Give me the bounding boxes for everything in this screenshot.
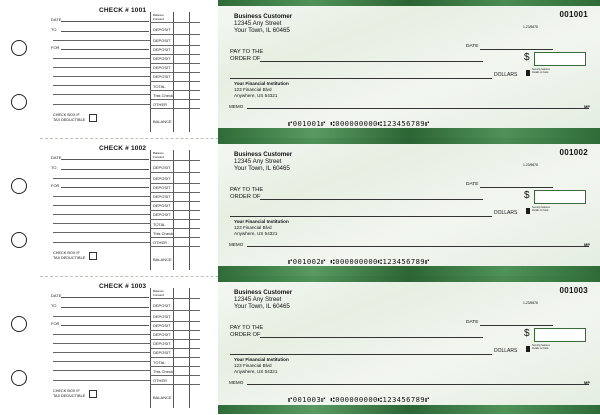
stub-deposit-label: DEPOSIT — [153, 38, 171, 43]
tax-deductible-checkbox[interactable] — [89, 252, 97, 260]
stub-to-line[interactable] — [61, 31, 149, 32]
routing-fraction: 1-23/5678 — [523, 163, 538, 167]
stub-for-line-2[interactable] — [53, 196, 150, 197]
stub-divider — [150, 219, 200, 220]
dollars-label: DOLLARS — [494, 72, 518, 78]
stub-divider — [150, 357, 200, 358]
date-label: DATE — [466, 44, 479, 49]
stub-row[interactable] — [53, 352, 150, 353]
memo-label: MEMO — [229, 104, 244, 109]
stub-balance-forward-label: Balance Forward — [153, 289, 165, 297]
stub-this-check-label: This Check — [153, 231, 174, 236]
memo-field[interactable] — [247, 246, 589, 247]
stub-divider — [150, 384, 200, 385]
date-label: DATE — [466, 320, 479, 325]
stub-date-line[interactable] — [61, 159, 149, 160]
stub-deposit-label: DEPOSIT — [153, 303, 171, 308]
check-bottom-band — [218, 128, 600, 138]
stub-row[interactable] — [53, 76, 150, 77]
bank-city: Anywhere, US 54321 — [234, 231, 278, 236]
stub-this-check-label: This Check — [153, 369, 174, 374]
stub-row[interactable] — [53, 214, 150, 215]
stub-divider — [150, 45, 200, 46]
stub-for-label: FOR — [51, 321, 60, 326]
check-bottom-band — [218, 405, 600, 414]
business-city: Your Town, IL 60465 — [234, 303, 290, 310]
stub-divider — [150, 192, 200, 193]
stub-to-label: TO — [51, 165, 57, 170]
binder-hole-icon — [11, 232, 27, 248]
stub-divider — [150, 160, 200, 161]
stub-to-label: TO — [51, 27, 57, 32]
micr-line: ⑈001001⑈ ⑆000000000⑆123456789⑈ — [288, 119, 430, 128]
stub-divider — [150, 22, 200, 23]
routing-fraction: 1-23/5678 — [523, 301, 538, 305]
date-field[interactable] — [480, 325, 553, 326]
pay-to-label: PAY TO THE ORDER OF — [230, 49, 264, 62]
amount-field[interactable] — [534, 190, 586, 204]
memo-label: MEMO — [229, 380, 244, 385]
stub-divider — [150, 228, 200, 229]
stub-row[interactable] — [53, 370, 150, 371]
stub-row[interactable] — [53, 67, 150, 68]
stub-to-line[interactable] — [61, 307, 149, 308]
stub-for-line[interactable] — [61, 49, 149, 50]
stub-divider — [150, 183, 200, 184]
business-name: Business Customer — [234, 289, 293, 296]
stub-total-label: TOTAL — [153, 222, 166, 227]
binder-hole-icon — [11, 40, 27, 56]
payee-field[interactable] — [260, 337, 483, 338]
stub-deposit-label: DEPOSIT — [153, 74, 171, 79]
signature-mark: MP — [584, 380, 590, 385]
amount-field[interactable] — [534, 52, 586, 66]
business-name: Business Customer — [234, 13, 293, 20]
binder-hole-icon — [11, 94, 27, 110]
stub-check-number: CHECK # 1003 — [99, 283, 147, 290]
stub-to-line-2[interactable] — [53, 316, 150, 317]
stub-divider — [150, 81, 200, 82]
security-note: Security features Details on back. — [532, 344, 550, 350]
dollar-sign: $ — [524, 328, 530, 339]
stub-row[interactable] — [53, 380, 150, 381]
stub-deposit-label: DEPOSIT — [153, 332, 171, 337]
binder-hole-icon — [11, 178, 27, 194]
stub-deposit-label: DEPOSIT — [153, 165, 171, 170]
date-label: DATE — [466, 182, 479, 187]
stub-to-line-2[interactable] — [53, 178, 150, 179]
stub-row[interactable] — [53, 223, 150, 224]
check-2 — [218, 138, 600, 276]
stub-deposit-label: DEPOSIT — [153, 185, 171, 190]
binder-strip — [0, 0, 40, 138]
stub-divider — [150, 34, 200, 35]
signature-mark: MP — [584, 242, 590, 247]
signature-mark: MP — [584, 104, 590, 109]
stub-row[interactable] — [53, 94, 150, 95]
stub-row[interactable] — [53, 242, 150, 243]
padlock-icon — [526, 70, 530, 76]
register-stub — [40, 276, 208, 414]
stub-balance-label: BALANCE — [153, 257, 172, 262]
memo-field[interactable] — [247, 384, 589, 385]
stub-total-label: TOTAL — [153, 84, 166, 89]
business-city: Your Town, IL 60465 — [234, 165, 290, 172]
register-stub — [40, 0, 208, 138]
pay-to-label: PAY TO THE ORDER OF — [230, 187, 264, 200]
amount-words-field[interactable] — [230, 78, 492, 79]
check-number: 001001 — [559, 10, 588, 19]
padlock-icon — [526, 208, 530, 214]
stub-deposit-label: DEPOSIT — [153, 65, 171, 70]
date-field[interactable] — [480, 49, 553, 50]
stub-other-label: OTHER — [153, 102, 167, 107]
micr-line: ⑈001002⑈ ⑆000000000⑆123456789⑈ — [288, 257, 430, 266]
stub-deposit-label: DEPOSIT — [153, 203, 171, 208]
stub-divider — [150, 210, 200, 211]
stub-divider — [150, 330, 200, 331]
stub-tax-deductible-label: CHECK BOX IF TAX DEDUCTIBLE — [53, 251, 86, 260]
dollars-label: DOLLARS — [494, 210, 518, 216]
stub-deposit-label: DEPOSIT — [153, 323, 171, 328]
stub-check-number: CHECK # 1001 — [99, 7, 147, 14]
business-city: Your Town, IL 60465 — [234, 27, 290, 34]
stub-divider — [150, 339, 200, 340]
stub-row[interactable] — [53, 205, 150, 206]
check-top-band — [218, 276, 600, 282]
stub-divider — [150, 366, 200, 367]
check-section-3 — [0, 276, 600, 414]
binder-strip — [0, 138, 40, 276]
check-3 — [218, 276, 600, 414]
bank-name: Your Financial Institution — [234, 219, 289, 224]
routing-fraction: 1-23/5678 — [523, 25, 538, 29]
padlock-icon — [526, 346, 530, 352]
stub-divider — [150, 348, 200, 349]
stub-divider — [150, 72, 200, 73]
stub-tax-deductible-label: CHECK BOX IF TAX DEDUCTIBLE — [53, 113, 86, 122]
amount-words-field[interactable] — [230, 354, 492, 355]
stub-divider — [150, 375, 200, 376]
stub-to-line-2[interactable] — [53, 40, 150, 41]
bank-street: 123 Financial Blvd — [234, 363, 272, 368]
check-number: 001003 — [559, 286, 588, 295]
date-field[interactable] — [480, 187, 553, 188]
stub-other-label: OTHER — [153, 378, 167, 383]
bank-street: 123 Financial Blvd — [234, 225, 272, 230]
pay-to-label: PAY TO THE ORDER OF — [230, 325, 264, 338]
binder-hole-icon — [11, 316, 27, 332]
check-1 — [218, 0, 600, 138]
stub-for-label: FOR — [51, 183, 60, 188]
stub-row[interactable] — [53, 343, 150, 344]
stub-divider — [150, 310, 200, 311]
stub-total-label: TOTAL — [153, 360, 166, 365]
stub-to-label: TO — [51, 303, 57, 308]
check-top-band — [218, 138, 600, 144]
stub-deposit-label: DEPOSIT — [153, 56, 171, 61]
business-street: 12345 Any Street — [234, 296, 282, 303]
binder-hole-icon — [11, 370, 27, 386]
stub-row[interactable] — [53, 104, 150, 105]
stub-balance-forward-label: Balance Forward — [153, 151, 165, 159]
stub-deposit-label: DEPOSIT — [153, 194, 171, 199]
business-street: 12345 Any Street — [234, 158, 282, 165]
stub-divider — [150, 201, 200, 202]
stub-deposit-label: DEPOSIT — [153, 314, 171, 319]
security-note: Security features Details on back. — [532, 68, 550, 74]
check-top-band — [218, 0, 600, 6]
tax-deductible-checkbox[interactable] — [89, 390, 97, 398]
stub-row[interactable] — [53, 85, 150, 86]
stub-divider — [150, 237, 200, 238]
tax-deductible-checkbox[interactable] — [89, 114, 97, 122]
stub-balance-label: BALANCE — [153, 395, 172, 400]
payee-field[interactable] — [260, 199, 483, 200]
stub-date-line[interactable] — [61, 297, 149, 298]
business-street: 12345 Any Street — [234, 20, 282, 27]
register-stub — [40, 138, 208, 276]
bank-name: Your Financial Institution — [234, 81, 289, 86]
stub-date-label: DATE — [51, 155, 62, 160]
stub-deposit-label: DEPOSIT — [153, 212, 171, 217]
check-section-2 — [0, 138, 600, 276]
check-number: 001002 — [559, 148, 588, 157]
memo-label: MEMO — [229, 242, 244, 247]
amount-field[interactable] — [534, 328, 586, 342]
bank-city: Anywhere, US 54321 — [234, 369, 278, 374]
security-note: Security features Details on back. — [532, 206, 550, 212]
stub-divider — [150, 321, 200, 322]
stub-balance-forward-label: Balance Forward — [153, 13, 165, 21]
payee-field[interactable] — [260, 61, 483, 62]
bank-name: Your Financial Institution — [234, 357, 289, 362]
amount-words-field[interactable] — [230, 216, 492, 217]
stub-date-label: DATE — [51, 17, 62, 22]
stub-divider — [150, 99, 200, 100]
stub-deposit-label: DEPOSIT — [153, 27, 171, 32]
stub-date-label: DATE — [51, 293, 62, 298]
stub-deposit-label: DEPOSIT — [153, 176, 171, 181]
stub-for-label: FOR — [51, 45, 60, 50]
dollar-sign: $ — [524, 190, 530, 201]
stub-divider — [150, 90, 200, 91]
stub-for-line[interactable] — [61, 325, 149, 326]
stub-deposit-label: DEPOSIT — [153, 350, 171, 355]
stub-for-line-2[interactable] — [53, 58, 150, 59]
stub-date-line[interactable] — [61, 21, 149, 22]
stub-to-line[interactable] — [61, 169, 149, 170]
stub-divider — [150, 246, 200, 247]
stub-check-number: CHECK # 1002 — [99, 145, 147, 152]
stub-divider — [150, 108, 200, 109]
stub-other-label: OTHER — [153, 240, 167, 245]
stub-balance-label: BALANCE — [153, 119, 172, 124]
micr-line: ⑈001003⑈ ⑆000000000⑆123456789⑈ — [288, 395, 430, 404]
stub-deposit-label: DEPOSIT — [153, 341, 171, 346]
memo-field[interactable] — [247, 108, 589, 109]
stub-divider — [150, 298, 200, 299]
check-bottom-band — [218, 266, 600, 276]
business-name: Business Customer — [234, 151, 293, 158]
dollars-label: DOLLARS — [494, 348, 518, 354]
stub-divider — [150, 63, 200, 64]
stub-row[interactable] — [53, 232, 150, 233]
bank-city: Anywhere, US 54321 — [234, 93, 278, 98]
dollar-sign: $ — [524, 52, 530, 63]
stub-for-line-2[interactable] — [53, 334, 150, 335]
stub-divider — [150, 54, 200, 55]
check-section-1 — [0, 0, 600, 138]
stub-this-check-label: This Check — [153, 93, 174, 98]
stub-divider — [150, 172, 200, 173]
stub-deposit-label: DEPOSIT — [153, 47, 171, 52]
stub-tax-deductible-label: CHECK BOX IF TAX DEDUCTIBLE — [53, 389, 86, 398]
stub-for-line[interactable] — [61, 187, 149, 188]
stub-row[interactable] — [53, 361, 150, 362]
binder-strip — [0, 276, 40, 414]
bank-street: 123 Financial Blvd — [234, 87, 272, 92]
